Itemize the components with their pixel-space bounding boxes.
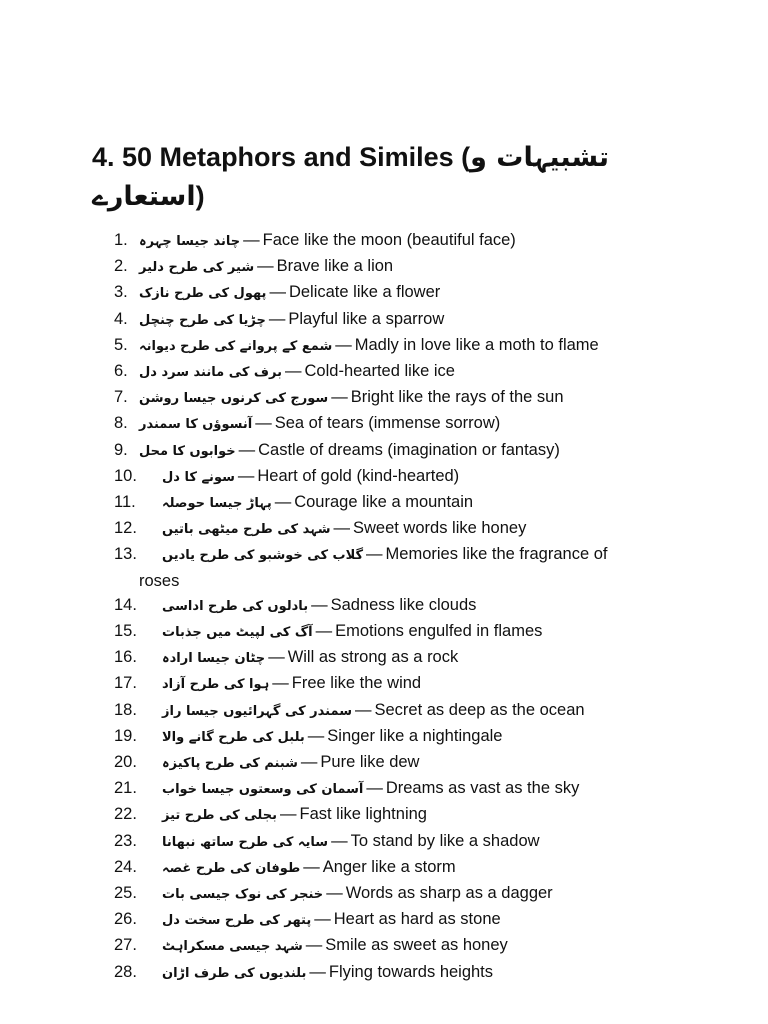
- list-item: [0, 307, 768, 333]
- item-number: 13.: [114, 545, 137, 564]
- dash-separator: —: [307, 726, 325, 745]
- dash-separator: —: [326, 884, 343, 903]
- item-content: [0, 542, 702, 568]
- urdu-phrase: بلبل کی طرح گانے والا: [162, 729, 305, 745]
- dash-separator: —: [285, 362, 302, 381]
- english-translation: Dreams as vast as the sky: [385, 779, 580, 798]
- list-item: [0, 516, 768, 542]
- dash-separator: —: [300, 753, 318, 772]
- dash-separator: —: [366, 779, 383, 798]
- dash-separator: —: [279, 805, 297, 824]
- item-content: [0, 438, 679, 464]
- item-number: 25.: [114, 884, 137, 903]
- heading-urdu-text: تشبیہات و استعارے: [92, 142, 610, 212]
- item-content: [0, 855, 702, 881]
- list-item: [0, 960, 768, 986]
- item-content: [0, 411, 679, 437]
- urdu-phrase: پھول کی طرح نازک: [139, 286, 267, 302]
- urdu-phrase: پتھر کی طرح سخت دل: [162, 913, 312, 929]
- item-number: 22.: [114, 805, 137, 824]
- english-translation: Words as sharp as a dagger: [345, 884, 553, 903]
- list-item: [0, 385, 768, 411]
- urdu-phrase: بادلوں کی طرح اداسی: [162, 598, 309, 614]
- item-content: [0, 645, 702, 671]
- urdu-phrase: شہد جیسی مسکراہٹ: [162, 939, 303, 955]
- item-content: [0, 333, 679, 359]
- dash-separator: —: [268, 648, 285, 667]
- dash-separator: —: [269, 283, 286, 302]
- item-number: 10.: [114, 466, 137, 485]
- item-number: 17.: [114, 674, 137, 693]
- item-content: [0, 385, 679, 411]
- english-translation: Sea of tears (immense sorrow): [274, 414, 501, 433]
- dash-separator: —: [303, 857, 320, 876]
- list-item: [0, 593, 768, 619]
- english-translation: Madly in love like a moth to flame: [354, 335, 599, 354]
- item-number: 20.: [114, 753, 137, 772]
- item-number: 21.: [114, 779, 137, 798]
- item-content: [0, 280, 679, 306]
- list-item: [0, 829, 768, 855]
- item-content: [0, 359, 679, 385]
- item-number: 3.: [114, 283, 128, 302]
- dash-separator: —: [268, 309, 286, 328]
- urdu-phrase: بلندیوں کی طرف اڑان: [162, 965, 307, 981]
- urdu-phrase: برف کی مانند سرد دل: [139, 365, 283, 381]
- item-content: [0, 698, 702, 724]
- list-item: [0, 254, 768, 280]
- list-item: [0, 802, 768, 828]
- item-number: 4.: [114, 309, 128, 328]
- item-number: 28.: [114, 962, 137, 981]
- urdu-phrase: ہوا کی طرح آزاد: [162, 677, 270, 693]
- urdu-phrase: آگ کی لپیٹ میں جذبات: [162, 625, 313, 641]
- dash-separator: —: [309, 962, 326, 981]
- dash-separator: —: [314, 910, 331, 929]
- item-content: [0, 802, 702, 828]
- dash-separator: —: [315, 622, 333, 641]
- dash-separator: —: [335, 335, 352, 354]
- item-number: 12.: [114, 519, 137, 538]
- dash-separator: —: [305, 936, 323, 955]
- english-translation: Face like the moon (beautiful face): [262, 231, 516, 249]
- item-content: [0, 464, 702, 490]
- item-content: [0, 516, 702, 542]
- metaphor-list: [0, 228, 768, 986]
- urdu-phrase: سمندر کی گہرائیوں جیسا راز: [162, 703, 352, 719]
- item-number: 9.: [114, 440, 128, 459]
- urdu-phrase: طوفان کی طرح غصہ: [162, 860, 301, 876]
- item-number: 14.: [114, 595, 137, 614]
- item-number: 16.: [114, 648, 137, 667]
- item-content: [0, 776, 702, 802]
- urdu-phrase: شمع کے پروانے کی طرح دیوانہ: [139, 338, 333, 354]
- list-item: [0, 280, 768, 306]
- list-item: [0, 359, 768, 385]
- urdu-phrase: سایہ کی طرح ساتھ نبھانا: [162, 834, 329, 850]
- item-content: [0, 881, 702, 907]
- item-number: 7.: [114, 388, 128, 407]
- item-number: 11.: [114, 493, 136, 512]
- english-translation: Secret as deep as the ocean: [374, 700, 585, 719]
- english-translation: Sweet words like honey: [352, 519, 527, 538]
- urdu-phrase: شبنم کی طرح پاکیزہ: [162, 756, 298, 772]
- english-translation: Free like the wind: [291, 674, 422, 693]
- urdu-phrase: پہاڑ جیسا حوصلہ: [162, 496, 272, 512]
- english-translation-continued: roses: [139, 571, 180, 590]
- english-translation: Sadness like clouds: [330, 595, 477, 614]
- dash-separator: —: [257, 257, 274, 276]
- section-heading: [92, 138, 672, 216]
- item-content: [0, 750, 702, 776]
- english-translation: Heart of gold (kind-hearted): [257, 466, 460, 485]
- urdu-phrase: خنجر کی نوک جیسی بات: [162, 887, 324, 903]
- item-number: 24.: [114, 857, 137, 876]
- dash-separator: —: [333, 519, 350, 538]
- urdu-phrase: چڑیا کی طرح چنچل: [139, 312, 266, 328]
- list-item: [0, 933, 768, 959]
- dash-separator: —: [238, 440, 256, 459]
- list-item: [0, 645, 768, 671]
- urdu-phrase: گلاب کی خوشبو کی طرح یادیں: [162, 548, 364, 564]
- urdu-phrase: سورج کی کرنوں جیسا روشن: [139, 391, 329, 407]
- english-translation: Will as strong as a rock: [287, 648, 459, 667]
- list-item: [0, 228, 768, 254]
- urdu-phrase: چاند جیسا چہرہ: [139, 234, 241, 249]
- english-translation: Pure like dew: [320, 753, 420, 772]
- dash-separator: —: [331, 388, 348, 407]
- english-translation: Delicate like a flower: [288, 283, 441, 302]
- item-number: 8.: [114, 414, 128, 433]
- dash-separator: —: [366, 545, 383, 564]
- heading-suffix: ): [195, 181, 205, 211]
- english-translation: Smile as sweet as honey: [325, 936, 508, 955]
- item-number: 1.: [114, 231, 128, 249]
- item-number: 26.: [114, 910, 137, 929]
- item-content: [0, 829, 702, 855]
- urdu-phrase: خوابوں کا محل: [139, 443, 236, 459]
- item-number: 2.: [114, 257, 128, 276]
- dash-separator: —: [274, 493, 292, 512]
- item-content: [0, 593, 702, 619]
- dash-separator: —: [331, 831, 348, 850]
- dash-separator: —: [255, 414, 272, 433]
- item-content: [0, 619, 702, 645]
- item-content: [0, 907, 702, 933]
- item-content: [0, 960, 702, 986]
- item-content: [0, 254, 679, 280]
- urdu-phrase: بجلی کی طرح تیز: [162, 808, 277, 824]
- list-item: [0, 438, 768, 464]
- urdu-phrase: شیر کی طرح دلیر: [139, 260, 255, 276]
- urdu-phrase: آسمان کی وسعتوں جیسا خواب: [162, 782, 364, 798]
- item-content: [0, 671, 702, 697]
- english-translation: Fast like lightning: [299, 805, 427, 824]
- dash-separator: —: [237, 466, 255, 485]
- item-number: 27.: [114, 936, 137, 955]
- list-item: [0, 907, 768, 933]
- list-item: [0, 698, 768, 724]
- english-translation: Emotions engulfed in flames: [335, 622, 543, 641]
- english-translation: Cold-hearted like ice: [304, 362, 455, 381]
- list-item: [0, 855, 768, 881]
- dash-separator: —: [354, 700, 372, 719]
- item-number: 18.: [114, 700, 137, 719]
- english-translation: Playful like a sparrow: [288, 309, 445, 328]
- english-translation: To stand by like a shadow: [350, 831, 540, 850]
- english-translation: Castle of dreams (imagination or fantasy): [258, 440, 560, 459]
- dash-separator: —: [272, 674, 289, 693]
- english-translation: Bright like the rays of the sun: [350, 388, 564, 407]
- item-number: 23.: [114, 831, 137, 850]
- english-translation: Memories like the fragrance of: [385, 545, 608, 564]
- item-content: [0, 724, 702, 750]
- english-translation: Heart as hard as stone: [333, 910, 501, 929]
- list-item: [0, 724, 768, 750]
- list-item: [0, 750, 768, 776]
- item-content: [0, 228, 679, 254]
- heading-prefix: 4. 50 Metaphors and Similes (: [92, 142, 471, 172]
- item-number: 19.: [114, 726, 137, 745]
- urdu-phrase: سونے کا دل: [162, 469, 235, 485]
- list-item: [0, 881, 768, 907]
- dash-separator: —: [311, 595, 328, 614]
- list-item: [0, 619, 768, 645]
- list-item: [0, 464, 768, 490]
- item-content: [0, 490, 702, 516]
- item-content: [0, 933, 702, 959]
- list-item: [0, 776, 768, 802]
- dash-separator: —: [243, 231, 260, 249]
- list-item: [0, 671, 768, 697]
- english-translation: Flying towards heights: [328, 962, 494, 981]
- list-item: [0, 333, 768, 359]
- english-translation: Brave like a lion: [276, 257, 394, 276]
- item-number: 15.: [114, 622, 137, 641]
- list-item: [0, 490, 768, 516]
- english-translation: Singer like a nightingale: [327, 726, 503, 745]
- urdu-phrase: آنسوؤں کا سمندر: [139, 417, 253, 433]
- item-number: 6.: [114, 362, 128, 381]
- urdu-phrase: چٹان جیسا ارادہ: [162, 651, 266, 667]
- english-translation: Courage like a mountain: [294, 493, 474, 512]
- list-item: [0, 411, 768, 437]
- urdu-phrase: شہد کی طرح میٹھی باتیں: [162, 522, 331, 538]
- item-content: [0, 307, 679, 333]
- english-translation: Anger like a storm: [322, 857, 456, 876]
- list-item: [0, 542, 768, 592]
- item-number: 5.: [114, 335, 128, 354]
